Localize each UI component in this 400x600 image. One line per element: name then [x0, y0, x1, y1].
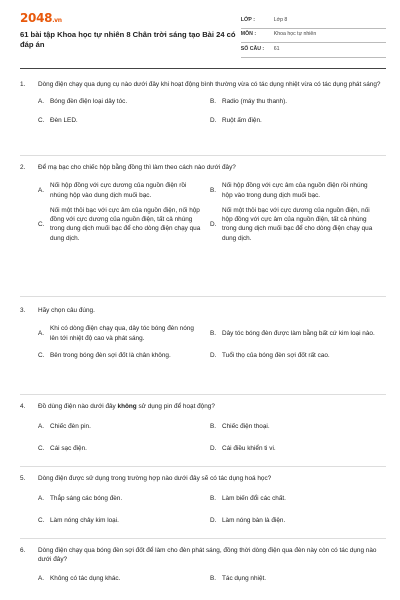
option-text: Tuổi thọ của bóng đèn sợi đốt rất cao. [222, 351, 330, 359]
meta-key: MÔN : [240, 31, 257, 38]
logo-suffix: .vn [52, 17, 62, 24]
option-c[interactable] [38, 351, 210, 360]
option-a[interactable] [38, 494, 210, 503]
page-title: 61 bài tập Khoa học tự nhiên 8 Chân trời sáng tạo Bài 24 có đáp án [20, 30, 236, 49]
option-d[interactable] [210, 206, 386, 243]
option-b[interactable] [210, 422, 386, 431]
option-letter: C. [38, 516, 45, 524]
option-text: Bên trong bóng đèn sợi đốt là chân không. [50, 351, 171, 359]
question-5 [20, 474, 386, 525]
option-letter: A. [38, 495, 45, 503]
option-letter: A. [38, 186, 45, 194]
option-letter: B. [210, 495, 217, 503]
question-text: Dòng điện chạy qua bóng đèn sợi đốt để làm cho đèn phát sáng, đồng thời dòng điện qua đèn này còn có tác dụng nào dưới đây? [38, 547, 377, 564]
option-d[interactable] [210, 516, 386, 525]
option-text: Chiếc đèn pin. [50, 423, 91, 431]
meta-key: LỚP : [240, 16, 255, 23]
option-letter: A. [38, 98, 45, 106]
question-number: 5. [20, 475, 26, 482]
option-text: Nối hộp đồng với cực dương của nguồn điện rồi nhúng hộp vào dung dịch muối bạc. [50, 182, 187, 199]
question-number: 2. [20, 164, 26, 171]
option-text: Thắp sáng các bóng đèn. [50, 495, 123, 503]
option-a[interactable] [38, 97, 210, 106]
option-text: Ruột ấm điện. [222, 116, 262, 124]
option-text: Khi có dòng điện chạy qua, dây tóc bóng đèn nóng lên tới nhiệt độ cao và phát sáng. [50, 325, 194, 342]
meta-row-count [241, 43, 386, 58]
option-letter: D. [210, 516, 217, 524]
meta-value: Lớp 8 [273, 16, 288, 23]
meta-key: SỐ CÂU : [240, 45, 265, 52]
question-text-part: Đồ dùng điện nào dưới đây [38, 403, 118, 410]
question-text [38, 402, 386, 411]
meta-row-grade [241, 14, 386, 29]
option-text: Làm nóng chảy kim loại. [50, 516, 119, 524]
option-letter: A. [38, 329, 45, 337]
option-letter: D. [210, 220, 217, 228]
question-text: Để mạ bạc cho chiếc hộp bằng đồng thì làm theo cách nào dưới đây? [38, 164, 236, 171]
option-letter: C. [38, 220, 45, 228]
option-letter: C. [38, 444, 45, 452]
option-text: Cái sạc điện. [50, 444, 87, 452]
option-text: Nối hộp đồng với cực âm của nguồn điện rồi nhúng hộp vào trong dung dịch muối bạc. [222, 182, 368, 199]
worksheet-header [20, 12, 386, 60]
option-letter: A. [38, 423, 45, 431]
option-letter: D. [210, 444, 217, 452]
option-text: Không có tác dụng khác. [50, 574, 121, 582]
question-separator [20, 155, 386, 156]
meta-row-subject [241, 29, 386, 44]
question-3 [20, 306, 386, 360]
option-b[interactable] [210, 574, 386, 583]
option-letter: B. [210, 574, 217, 582]
option-d[interactable] [210, 444, 386, 453]
question-text: Hãy chọn câu đúng. [38, 307, 95, 314]
option-b[interactable] [210, 494, 386, 503]
option-b[interactable] [210, 181, 386, 200]
question-number: 3. [20, 307, 26, 314]
option-letter: A. [38, 574, 45, 582]
option-letter: B. [210, 423, 217, 431]
question-4 [20, 402, 386, 453]
question-number: 4. [20, 403, 26, 410]
site-logo[interactable] [20, 12, 241, 27]
option-text: Cái điều khiển ti vi. [222, 444, 276, 452]
option-c[interactable] [38, 444, 210, 453]
question-text: Dòng điện được sử dụng trong trường hợp nào dưới đây sẽ có tác dụng hoá học? [38, 475, 272, 482]
option-a[interactable] [38, 181, 210, 200]
option-text: Nối một thỏi bạc với cực dương của nguồn điện, nối hộp đồng với cực âm của nguồn điện, tất cả nhúng trong dung dịch muối bạc để cho dòng điện chạy qua dung dịch. [222, 206, 373, 242]
question-separator [20, 538, 386, 539]
option-c[interactable] [38, 116, 210, 125]
meta-value: Khoa học tự nhiên [273, 31, 317, 38]
meta-value: 61 [273, 45, 280, 52]
question-number: 6. [20, 547, 26, 554]
option-text: Chiếc điện thoại. [222, 423, 270, 431]
option-letter: B. [210, 186, 217, 194]
option-letter: C. [38, 351, 45, 359]
option-text: Làm biến đổi các chất. [222, 495, 286, 503]
question-2 [20, 163, 386, 243]
option-text: Đèn LED. [50, 116, 78, 124]
question-text: Dòng điện chạy qua dụng cụ nào dưới đây khi hoạt động bình thường vừa có tác dụng nhiệt vừa có tác dụng phát sáng? [38, 81, 381, 88]
option-letter: D. [210, 116, 217, 124]
option-letter: D. [210, 351, 217, 359]
option-c[interactable] [38, 516, 210, 525]
question-separator [20, 296, 386, 297]
question-number: 1. [20, 81, 26, 88]
question-text-emphasis: không [117, 403, 137, 410]
logo-main: 2048 [20, 11, 53, 25]
meta-table [241, 14, 386, 58]
brand-block [20, 12, 241, 50]
question-separator [20, 466, 386, 467]
option-d[interactable] [210, 351, 386, 360]
option-letter: B. [210, 98, 217, 106]
option-letter: C. [38, 116, 45, 124]
question-1 [20, 80, 386, 125]
option-c[interactable] [38, 206, 210, 243]
option-text: Làm nóng bàn là điện. [222, 516, 286, 524]
header-divider [20, 68, 386, 69]
option-b[interactable] [210, 324, 386, 343]
question-text-part: sử dụng pin để hoạt động? [136, 403, 215, 410]
option-letter: B. [210, 329, 217, 337]
question-6 [20, 546, 386, 583]
question-separator [20, 394, 386, 395]
option-text: Bóng đèn điện loại dây tóc. [50, 98, 128, 106]
option-text: Tác dụng nhiệt. [222, 574, 267, 582]
option-text: Dây tóc bóng đèn được làm bằng bất cứ kim loại nào. [222, 329, 375, 337]
option-a[interactable] [38, 324, 210, 343]
option-a[interactable] [38, 574, 210, 583]
option-text: Radio (máy thu thanh). [222, 98, 288, 106]
option-b[interactable] [210, 97, 386, 106]
option-d[interactable] [210, 116, 386, 125]
option-text: Nối một thỏi bạc với cực âm của nguồn điện, nối hộp đồng với cực dương của nguồn điện, tất cả nhúng trong dung dịch muối bạc để cho dòng điện chạy qua dung dịch. [50, 206, 201, 242]
option-a[interactable] [38, 422, 210, 431]
